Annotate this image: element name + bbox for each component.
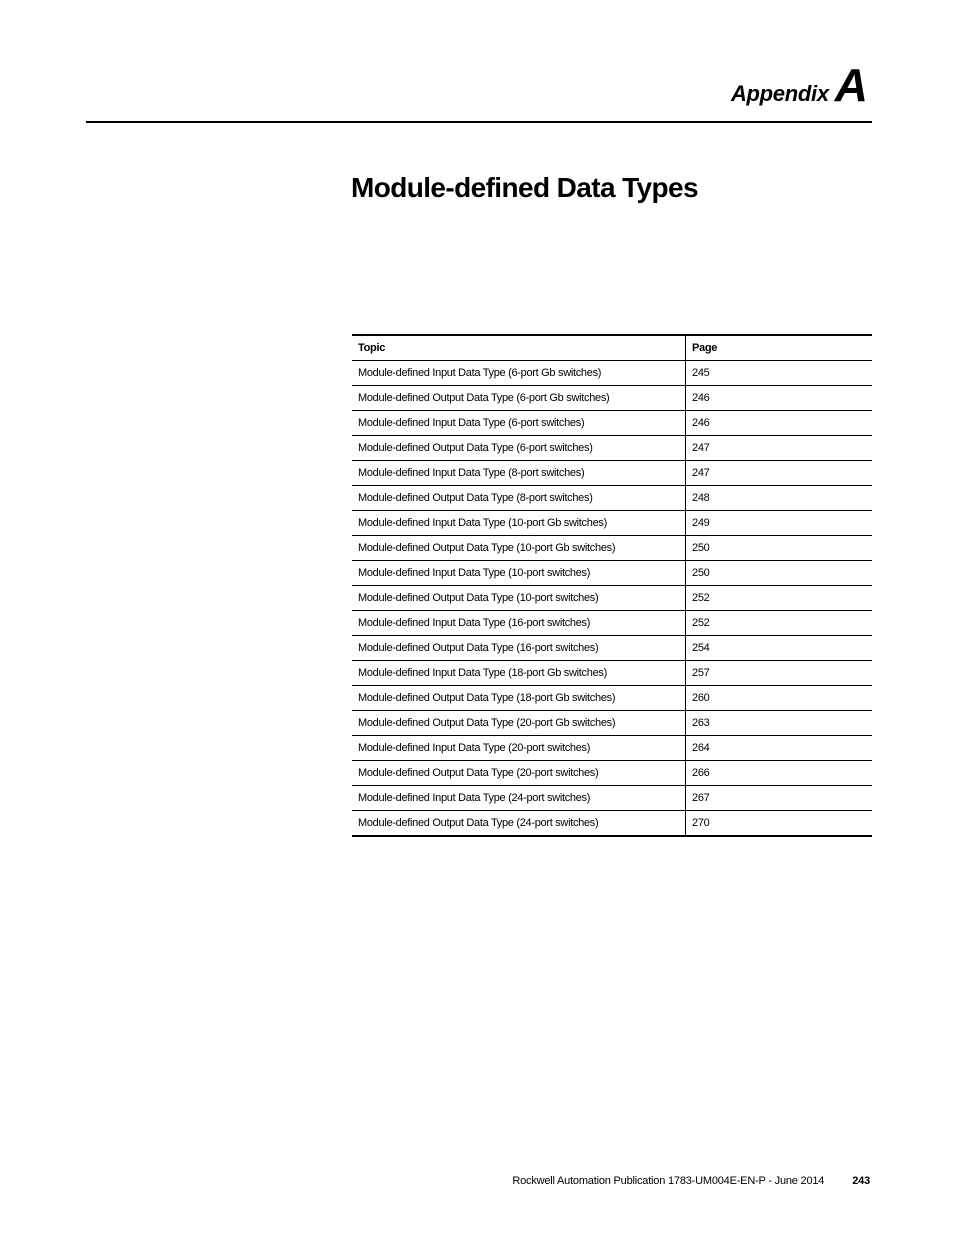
table-row [352, 511, 872, 536]
topic-cell: Module-defined Output Data Type (10-port switches) [352, 586, 686, 611]
table-row [352, 761, 872, 786]
topic-cell: Module-defined Input Data Type (20-port switches) [352, 736, 686, 761]
topic-cell: Module-defined Output Data Type (18-port Gb switches) [352, 686, 686, 711]
topics-table [352, 334, 872, 837]
page-cell: 249 [686, 511, 873, 536]
page-cell: 252 [686, 586, 873, 611]
table-row [352, 711, 872, 736]
footer-page-number: 243 [852, 1175, 870, 1187]
appendix-header [730, 59, 868, 111]
table-row [352, 636, 872, 661]
topic-cell: Module-defined Input Data Type (6-port Gb switches) [352, 361, 686, 386]
page-cell: 250 [686, 561, 873, 586]
page-cell: 257 [686, 661, 873, 686]
column-header-topic: Topic [352, 335, 686, 361]
page-cell: 267 [686, 786, 873, 811]
topic-cell: Module-defined Output Data Type (6-port switches) [352, 436, 686, 461]
page-title: Module-defined Data Types [351, 172, 698, 203]
table-row [352, 611, 872, 636]
table-header-row [352, 335, 872, 361]
page-cell: 245 [686, 361, 873, 386]
page-cell: 248 [686, 486, 873, 511]
table-row [352, 461, 872, 486]
table-row [352, 361, 872, 386]
page-cell: 254 [686, 636, 873, 661]
footer [512, 1175, 870, 1187]
page-cell: 264 [686, 736, 873, 761]
table-body [352, 361, 872, 837]
table-row [352, 411, 872, 436]
topic-cell: Module-defined Output Data Type (10-port Gb switches) [352, 536, 686, 561]
table-row [352, 786, 872, 811]
table-row [352, 586, 872, 611]
topic-cell: Module-defined Input Data Type (10-port switches) [352, 561, 686, 586]
page-cell: 250 [686, 536, 873, 561]
page-cell: 246 [686, 386, 873, 411]
topic-cell: Module-defined Input Data Type (16-port switches) [352, 611, 686, 636]
table-row [352, 436, 872, 461]
table-row [352, 736, 872, 761]
table-row [352, 811, 872, 837]
topic-cell: Module-defined Output Data Type (16-port switches) [352, 636, 686, 661]
page-cell: 263 [686, 711, 873, 736]
page-cell: 266 [686, 761, 873, 786]
topic-cell: Module-defined Output Data Type (8-port switches) [352, 486, 686, 511]
table-row [352, 686, 872, 711]
page-cell: 247 [686, 461, 873, 486]
table-row [352, 561, 872, 586]
table-row [352, 536, 872, 561]
topic-cell: Module-defined Input Data Type (6-port switches) [352, 411, 686, 436]
topic-cell: Module-defined Output Data Type (6-port Gb switches) [352, 386, 686, 411]
table-row [352, 661, 872, 686]
footer-publication: Rockwell Automation Publication 1783-UM004E-EN-P - June 2014 [512, 1175, 825, 1187]
topic-cell: Module-defined Input Data Type (24-port switches) [352, 786, 686, 811]
topic-cell: Module-defined Output Data Type (20-port Gb switches) [352, 711, 686, 736]
column-header-page: Page [686, 335, 873, 361]
table-row [352, 486, 872, 511]
topic-cell: Module-defined Input Data Type (10-port Gb switches) [352, 511, 686, 536]
page-cell: 270 [686, 811, 873, 837]
topic-cell: Module-defined Input Data Type (18-port Gb switches) [352, 661, 686, 686]
page-cell: 260 [686, 686, 873, 711]
page-cell: 247 [686, 436, 873, 461]
topic-cell: Module-defined Input Data Type (8-port switches) [352, 461, 686, 486]
header-rule [86, 121, 872, 123]
topic-cell: Module-defined Output Data Type (20-port switches) [352, 761, 686, 786]
page-cell: 246 [686, 411, 873, 436]
appendix-label: Appendix [730, 81, 829, 106]
table-row [352, 386, 872, 411]
page-cell: 252 [686, 611, 873, 636]
topic-cell: Module-defined Output Data Type (24-port switches) [352, 811, 686, 837]
appendix-letter: A [834, 59, 868, 111]
